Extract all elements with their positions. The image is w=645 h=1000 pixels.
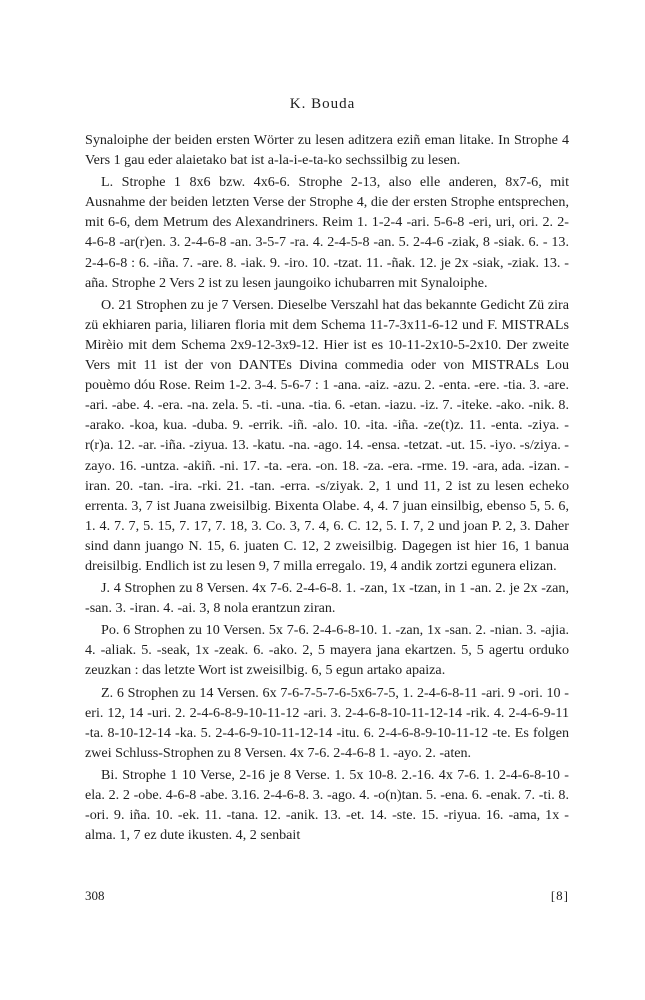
body-text <box>85 130 569 847</box>
paragraph: Z. 6 Strophen zu 14 Versen. 6x 7-6-7-5-7-6-5x6-7-5, 1. 2-4-6-8-11 -ari. 9 -ori. 10 -eri. 12, 14 -uri. 2. 2-4-6-8-9-10-11-12 -ari. 3. 2-4-6-8-10-11-12-14 -rik. 4. 2-4-6-9-11 -ta. 8-10-12-14 -ka. 5. 2-4-6-9-10-11-12-14 -itu. 6. 2-4-6-8-9-10-11-12 -te. Es folgen zwei Schluss-Strophen zu 8 Versen. 4x 7-6. 2-4-6-8 1. -ayo. 2. -aten. <box>85 684 569 761</box>
paragraph: Synaloiphe der beiden ersten Wörter zu lesen aditzera eziñ eman litake. In Strophe 4 Vers 1 gau eder alaietako bat ist a-la-i-e-ta-ko sechssilbig zu lesen. <box>85 132 569 169</box>
page-number: 308 <box>85 888 105 903</box>
paragraph: L. Strophe 1 8x6 bzw. 4x6-6. Strophe 2-13, also elle anderen, 8x7-6, mit Ausnahme der beiden letzten Verse der Strophe 4, die der ersten Strophe entsprechen, mit 6-6, dem Metrum des Alexandriners. Reim 1. 1-2-4 -ari. 5-6-8 -eri, uri, ori. 2. 2-4-6-8 -ar(r)en. 3. 2-4-6-8 -an. 3-5-7 -ra. 4. 2-4-5-8 -an. 5. 2-4-6 -ziak, 8 -siak. 6. - 13. 2-4-6-8 : 6. -iña. 7. -are. 8. -iak. 9. -iro. 10. -tzat. 11. -ñak. 12. je 2x -siak, -ziak. 13. -aña. Strophe 2 Vers 2 ist zu lesen jaungoiko ichubarren mit Synaloiphe. <box>85 174 569 291</box>
running-header: K. Bouda <box>289 96 356 112</box>
paragraph: J. 4 Strophen zu 8 Versen. 4x 7-6. 2-4-6-8. 1. -zan, 1x -tzan, in 1 -an. 2. je 2x -zan, -san. 3. -iran. 4. -ai. 3, 8 nola erantzun ziran. <box>85 580 569 617</box>
paragraph: Bi. Strophe 1 10 Verse, 2-16 je 8 Verse. 1. 5x 10-8. 2.-16. 4x 7-6. 1. 2-4-6-8-10 -ela. 2. 2 -obe. 4-6-8 -abe. 3.16. 2-4-6-8. 3. -ago. 4. -o(n)tan. 5. -ena. 6. -enak. 7. -ti. 8. -ori. 9. iña. 10. -ek. 11. -tana. 12. -anik. 13. -et. 14. -ste. 15. -riyua. 16. -ama, 1x -alma. 1, 7 ez dute ikusten. 4, 2 senbait <box>85 766 569 844</box>
sheet-mark: [8] <box>550 888 569 903</box>
paragraph: O. 21 Strophen zu je 7 Versen. Dieselbe Verszahl hat das bekannte Gedicht Zü zira zü ekhiaren paria, liliaren floria mit dem Schema 11-7-3x11-6-12 und F. MISTRALs Mirèio mit dem Schema 2x9-12-3x9-12. Hier ist es 10-11-2x10-5-2x10. Der zweite Vers mit 11 ist der von DANTEs Divina commedia oder von MISTRALs Lou pouèmo dóu Rose. Reim 1-2. 3-4. 5-6-7 : 1 -ana. -aiz. -azu. 2. -enta. -ere. -tia. 3. -are. -ari. -abe. 4. -era. -na. zela. 5. -ti. -una. -tia. 6. -etan. -iazu. -iz. 7. -iteke. -ako. -nik. 8. -arako. -koa, kua. -duba. 9. -errik. -iñ. -alo. 10. -ita. -iña. -ze(t)z. 11. -enta. -ziya. -r(r)a. 12. -ar. -iña. -ziyua. 13. -katu. -na. -ago. 14. -ensa. -tetzat. -ut. 15. -iyo. -s/ziya. -zayo. 16. -untza. -akiñ. -ni. 17. -ta. -era. -on. 18. -za. -era. -rme. 19. -ara, ada. -izan. -iran. 20. -tan. -ira. -rki. 21. -tan. -erra. -s/ziyak. 2, 1 und 11, 2 ist zu lesen echeko errenta. 3, 7 ist Juana zweisilbig. Bixenta Olabe. 4, 4. 7 juan einsilbig, ebenso 5, 5. 6, 1. 4. 7. 7, 5. 15, 7. 17, 7. 18, 3. Co. 3, 7. 4, 6. C. 12, 5. I. 7, 2 und joan P. 2, 3. Daher sind dann juango N. 15, 6. juaten C. 12, 2 zweisilbig. Dagegen ist hier 16, 1 banua dreisilbig. Endlich ist zu lesen 9, 7 milla erregalo. 19, 4 andik zortzi egunera elizan. <box>85 296 569 574</box>
paragraph: Po. 6 Strophen zu 10 Versen. 5x 7-6. 2-4-6-8-10. 1. -zan, 1x -san. 2. -nian. 3. -ajia. 4. -aliak. 5. -seak, 1x -zeak. 6. -ako. 2, 5 mayera jana ekartzen. 5, 5 agertu orduko zeuzkan : das letzte Wort ist zweisilbig. 6, 5 egun artako apaiza. <box>85 622 569 679</box>
